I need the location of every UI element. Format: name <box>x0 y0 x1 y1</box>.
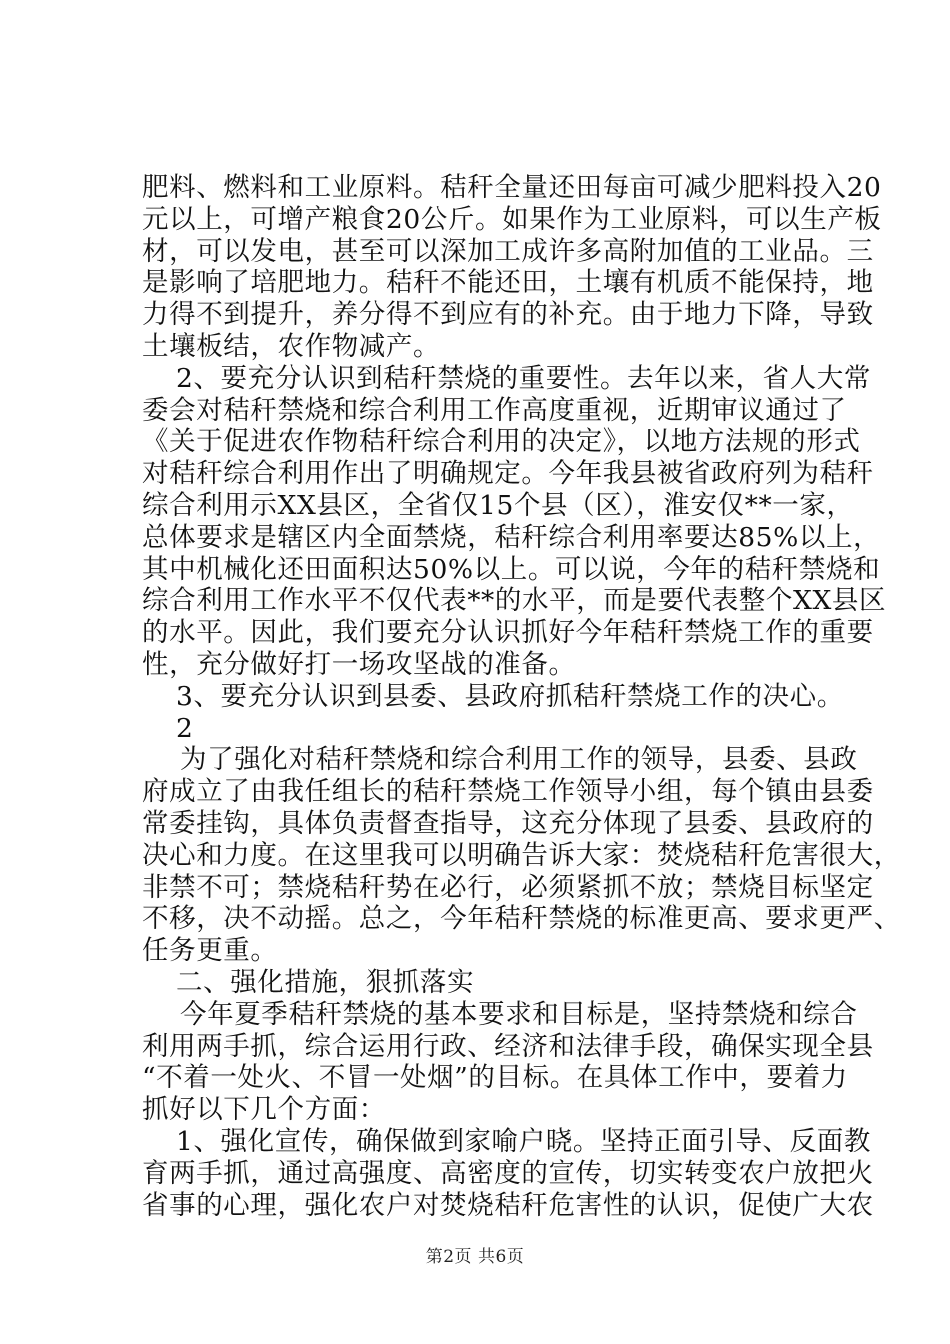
text-line: 综合利用示XX县区，全省仅15个县（区），淮安仅**一家， <box>142 489 854 521</box>
text-line: 综合利用工作水平不仅代表**的水平，而是要代表整个XX县区 <box>142 585 887 617</box>
paragraph-start-line: 为了强化对秸秆禁烧和综合利用工作的领导，县委、县政 <box>180 744 858 776</box>
text-line: 抓好以下几个方面： <box>142 1094 386 1126</box>
text-line: 土壤板结，农作物减产。 <box>142 330 441 362</box>
text-line: 是影响了培肥地力。秸秆不能还田，土壤有机质不能保持，地 <box>142 267 874 299</box>
text-line: 力得不到提升，养分得不到应有的补充。由于地力下降，导致 <box>142 299 874 331</box>
text-line: 肥料、燃料和工业原料。秸秆全量还田每亩可减少肥料投入20 <box>142 172 882 203</box>
paragraph-start-line: 今年夏季秸秆禁烧的基本要求和目标是，坚持禁烧和综合 <box>180 998 858 1030</box>
text-line: 决心和力度。在这里我可以明确告诉大家：焚烧秸秆危害很大， <box>142 839 901 871</box>
text-line: 委会对秸秆禁烧和综合利用工作高度重视，近期审议通过了 <box>142 394 847 426</box>
text-line: 材，可以发电，甚至可以深加工成许多高附加值的工业品。三 <box>142 235 874 267</box>
text-line: 元以上，可增产粮食20公斤。如果作为工业原料，可以生产板 <box>142 203 882 235</box>
text-line: 非禁不可；禁烧秸秆势在必行，必须紧抓不放；禁烧目标坚定 <box>142 871 874 903</box>
text-line: 育两手抓，通过高强度、高密度的宣传，切实转变农户放把火 <box>142 1157 874 1189</box>
paragraph-start-line: 2、要充分认识到秸秆禁烧的重要性。去年以来，省人大常 <box>176 362 871 394</box>
text-line: 对秸秆综合利用作出了明确规定。今年我县被省政府列为秸秆 <box>142 458 874 490</box>
page-number-label: 第2页 共6页 <box>425 1247 525 1267</box>
text-line: 其中机械化还田面积达50%以上。可以说，今年的秸秆禁烧和 <box>142 553 881 585</box>
text-line: 性，充分做好打一场攻坚战的准备。 <box>142 648 576 680</box>
page-footer <box>0 1242 950 1267</box>
text-line: 任务更重。 <box>142 935 278 967</box>
section-heading: 二、强化措施，狠抓落实 <box>176 966 475 998</box>
text-line: 省事的心理，强化农户对焚烧秸秆危害性的认识，促使广大农 <box>142 1189 874 1221</box>
text-line: 利用两手抓，综合运用行政、经济和法律手段，确保实现全县 <box>142 1030 874 1062</box>
paragraph-start-line: 1、强化宣传，确保做到家喻户晓。坚持正面引导、反面教 <box>176 1125 871 1157</box>
text-line: 的水平。因此，我们要充分认识抓好今年秸秆禁烧工作的重要 <box>142 617 874 649</box>
text-line: 不移，决不动摇。总之，今年秸秆禁烧的标准更高、要求更严、 <box>142 903 901 935</box>
text-line: 府成立了由我任组长的秸秆禁烧工作领导小组，每个镇由县委 <box>142 776 874 808</box>
document-body <box>142 172 901 1221</box>
text-line: 常委挂钩，具体负责督查指导，这充分体现了县委、县政府的 <box>142 807 874 839</box>
text-line: 总体要求是辖区内全面禁烧，秸秆综合利用率要达85%以上， <box>142 521 881 553</box>
text-line: “不着一处火、不冒一处烟”的目标。在具体工作中，要着力 <box>142 1062 848 1094</box>
text-line: 《关于促进农作物秸秆综合利用的决定》，以地方法规的形式 <box>142 426 861 458</box>
paragraph-start-line: 3、要充分认识到县委、县政府抓秸秆禁烧工作的决心。 <box>176 680 844 712</box>
stray-page-number: 2 <box>176 712 194 744</box>
